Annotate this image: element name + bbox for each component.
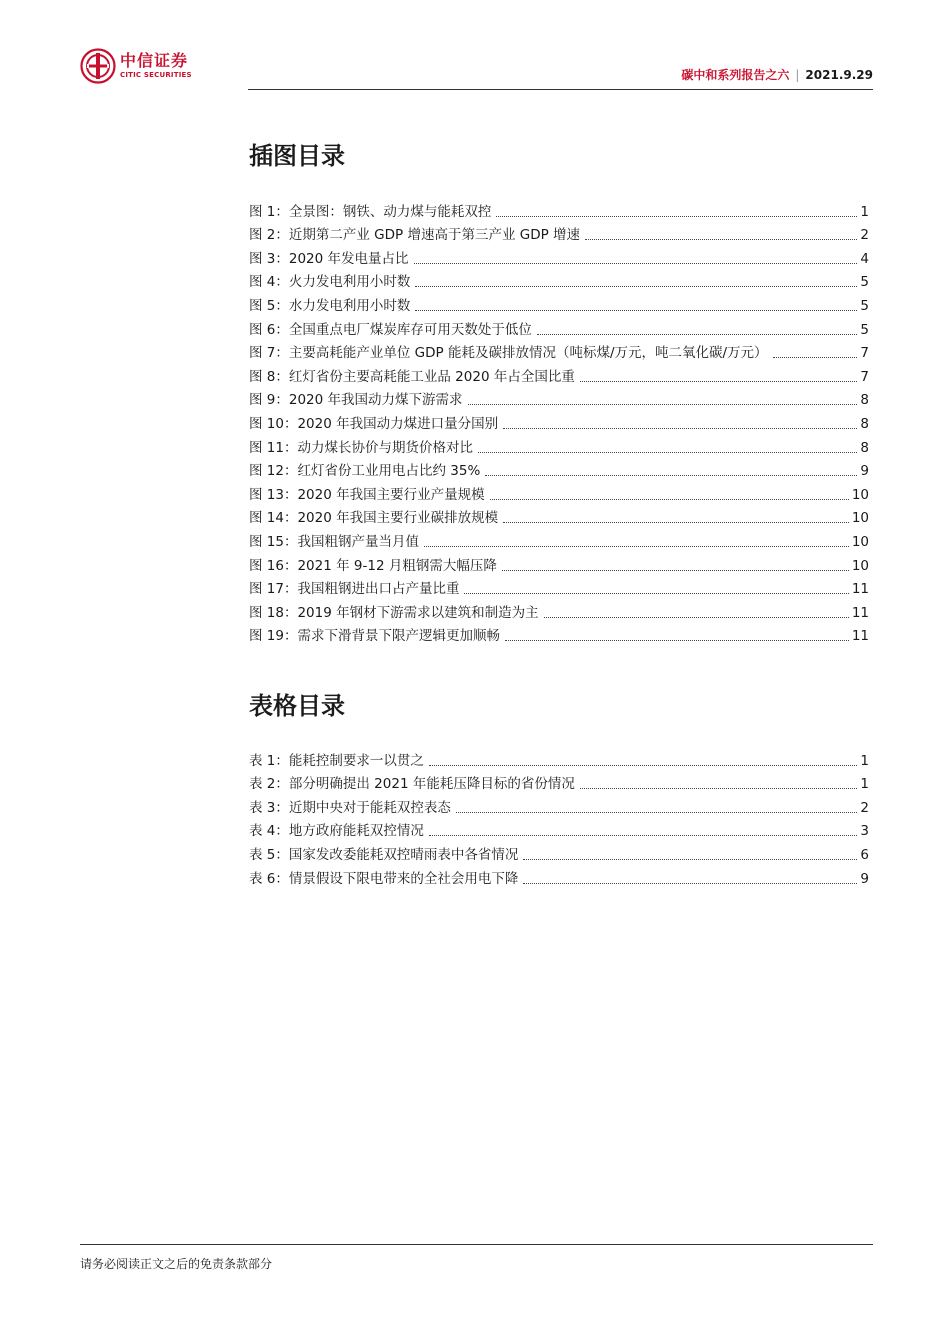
- dot-leader: [773, 357, 858, 358]
- figure-entry-label: 图 14：2020 年我国主要行业碳排放规模: [249, 510, 499, 527]
- figure-entry-label: 图 6：全国重点电厂煤炭库存可用天数处于低位: [249, 321, 532, 338]
- figure-entry-label: 图 8：红灯省份主要高耗能工业品 2020 年占全国比重: [249, 368, 575, 385]
- figure-entry-page-number: 4: [860, 250, 869, 267]
- figure-toc-entry[interactable]: [249, 504, 869, 528]
- table-entry-label: 表 4：地方政府能耗双控情况: [249, 823, 424, 840]
- figure-entry-page-number: 8: [860, 415, 869, 432]
- figure-entry-page-number: 11: [851, 628, 869, 645]
- dot-leader: [503, 428, 857, 429]
- header-report-info: [681, 66, 873, 83]
- report-series: 碳中和系列报告之六: [681, 68, 790, 82]
- table-entry-page-number: 3: [860, 823, 869, 840]
- table-entry-label: 表 5：国家发改委能耗双控晴雨表中各省情况: [249, 846, 519, 863]
- table-entry-page-number: 2: [860, 799, 869, 816]
- figure-toc-entry[interactable]: [249, 362, 869, 386]
- figure-entry-label: 图 19：需求下滑背景下限产逻辑更加顺畅: [249, 628, 500, 645]
- dot-leader: [429, 835, 858, 836]
- figure-entry-page-number: 1: [860, 203, 869, 220]
- figure-toc-entry[interactable]: [249, 386, 869, 410]
- dot-leader: [585, 239, 857, 240]
- dot-leader: [580, 381, 858, 382]
- figure-toc-entry[interactable]: [249, 575, 869, 599]
- dot-leader: [496, 216, 857, 217]
- figure-toc-entry[interactable]: [249, 197, 869, 221]
- figure-toc-entry[interactable]: [249, 244, 869, 268]
- dot-leader: [464, 593, 848, 594]
- figure-entry-label: 图 2：近期第二产业 GDP 增速高于第三产业 GDP 增速: [249, 227, 581, 244]
- figure-entry-label: 图 16：2021 年 9-12 月粗钢需大幅压降: [249, 557, 497, 574]
- dot-leader: [414, 263, 858, 264]
- dot-leader: [478, 452, 857, 453]
- figure-toc-entry[interactable]: [249, 221, 869, 245]
- footer-disclaimer: 请务必阅读正文之后的免责条款部分: [80, 1257, 273, 1271]
- tables-toc-list: [249, 746, 869, 888]
- figure-entry-label: 图 11：动力煤长协价与期货价格对比: [249, 439, 473, 456]
- figure-entry-page-number: 9: [860, 463, 869, 480]
- figure-entry-label: 图 12：红灯省份工业用电占比约 35%: [249, 463, 481, 480]
- figure-entry-label: 图 5：水力发电利用小时数: [249, 297, 411, 314]
- dot-leader: [415, 310, 857, 311]
- figure-entry-page-number: 11: [851, 604, 869, 621]
- figure-toc-entry[interactable]: [249, 457, 869, 481]
- table-entry-page-number: 9: [860, 870, 869, 887]
- figure-entry-label: 图 13：2020 年我国主要行业产量规模: [249, 486, 485, 503]
- figure-toc-entry[interactable]: [249, 291, 869, 315]
- table-toc-entry[interactable]: [249, 864, 869, 888]
- table-toc-entry[interactable]: [249, 817, 869, 841]
- logo-english-name: CITIC SECURITIES: [120, 71, 192, 79]
- dot-leader: [490, 499, 849, 500]
- figure-entry-page-number: 11: [851, 581, 869, 598]
- figure-entry-page-number: 7: [860, 368, 869, 385]
- figures-toc-list: [249, 197, 869, 645]
- dot-leader: [424, 546, 849, 547]
- figure-toc-entry[interactable]: [249, 527, 869, 551]
- table-toc-entry[interactable]: [249, 770, 869, 794]
- figure-entry-label: 图 3：2020 年发电量占比: [249, 250, 409, 267]
- table-entry-page-number: 1: [860, 752, 869, 769]
- figure-entry-label: 图 18：2019 年钢材下游需求以建筑和制造为主: [249, 604, 539, 621]
- citic-logo-icon: [80, 48, 116, 84]
- figure-entry-page-number: 5: [860, 274, 869, 291]
- header-divider: [248, 89, 873, 90]
- tables-toc-title: 表格目录: [249, 692, 345, 720]
- figure-toc-entry[interactable]: [249, 480, 869, 504]
- figure-toc-entry[interactable]: [249, 409, 869, 433]
- header-separator: |: [795, 68, 800, 82]
- figure-entry-page-number: 10: [851, 533, 869, 550]
- figure-toc-entry[interactable]: [249, 268, 869, 292]
- table-entry-label: 表 3：近期中央对于能耗双控表态: [249, 799, 451, 816]
- dot-leader: [544, 617, 849, 618]
- figure-toc-entry[interactable]: [249, 339, 869, 363]
- figure-entry-label: 图 1：全景图：钢铁、动力煤与能耗双控: [249, 203, 492, 220]
- dot-leader: [415, 286, 857, 287]
- figure-entry-page-number: 7: [860, 345, 869, 362]
- figure-entry-page-number: 5: [860, 321, 869, 338]
- dot-leader: [503, 522, 849, 523]
- logo-chinese-name: 中信证券: [120, 51, 189, 70]
- figure-toc-entry[interactable]: [249, 598, 869, 622]
- figure-toc-entry[interactable]: [249, 433, 869, 457]
- table-entry-page-number: 6: [860, 846, 869, 863]
- citic-logo: [80, 48, 192, 84]
- table-entry-label: 表 6：情景假设下限电带来的全社会用电下降: [249, 870, 519, 887]
- dot-leader: [485, 475, 857, 476]
- figure-entry-label: 图 7：主要高耗能产业单位 GDP 能耗及碳排放情况（吨标煤/万元，吨二氧化碳/万元）: [249, 345, 768, 362]
- table-entry-label: 表 2：部分明确提出 2021 年能耗压降目标的省份情况: [249, 776, 575, 793]
- figure-toc-entry[interactable]: [249, 551, 869, 575]
- dot-leader: [523, 883, 857, 884]
- figure-entry-page-number: 2: [860, 227, 869, 244]
- figure-entry-page-number: 10: [851, 557, 869, 574]
- table-entry-page-number: 1: [860, 776, 869, 793]
- figure-entry-page-number: 8: [860, 439, 869, 456]
- dot-leader: [523, 859, 857, 860]
- report-date: 2021.9.29: [805, 68, 873, 82]
- table-toc-entry[interactable]: [249, 840, 869, 864]
- dot-leader: [468, 404, 858, 405]
- page-header: [80, 44, 873, 90]
- figure-entry-label: 图 10：2020 年我国动力煤进口量分国别: [249, 415, 499, 432]
- figure-toc-entry[interactable]: [249, 622, 869, 646]
- footer-divider: [80, 1244, 873, 1245]
- table-entry-label: 表 1：能耗控制要求一以贯之: [249, 752, 424, 769]
- figure-entry-page-number: 5: [860, 297, 869, 314]
- figure-entry-label: 图 9：2020 年我国动力煤下游需求: [249, 392, 463, 409]
- figure-entry-label: 图 15：我国粗钢产量当月值: [249, 533, 419, 550]
- figure-entry-page-number: 10: [851, 486, 869, 503]
- figure-toc-entry[interactable]: [249, 315, 869, 339]
- dot-leader: [580, 788, 858, 789]
- figure-entry-label: 图 4：火力发电利用小时数: [249, 274, 411, 291]
- dot-leader: [502, 570, 849, 571]
- table-toc-entry[interactable]: [249, 746, 869, 770]
- figures-toc-title: 插图目录: [249, 142, 345, 170]
- dot-leader: [537, 334, 858, 335]
- figure-entry-label: 图 17：我国粗钢进出口占产量比重: [249, 581, 460, 598]
- table-toc-entry[interactable]: [249, 793, 869, 817]
- dot-leader: [456, 812, 858, 813]
- dot-leader: [429, 765, 858, 766]
- figure-entry-page-number: 10: [851, 510, 869, 527]
- figure-entry-page-number: 8: [860, 392, 869, 409]
- dot-leader: [505, 640, 849, 641]
